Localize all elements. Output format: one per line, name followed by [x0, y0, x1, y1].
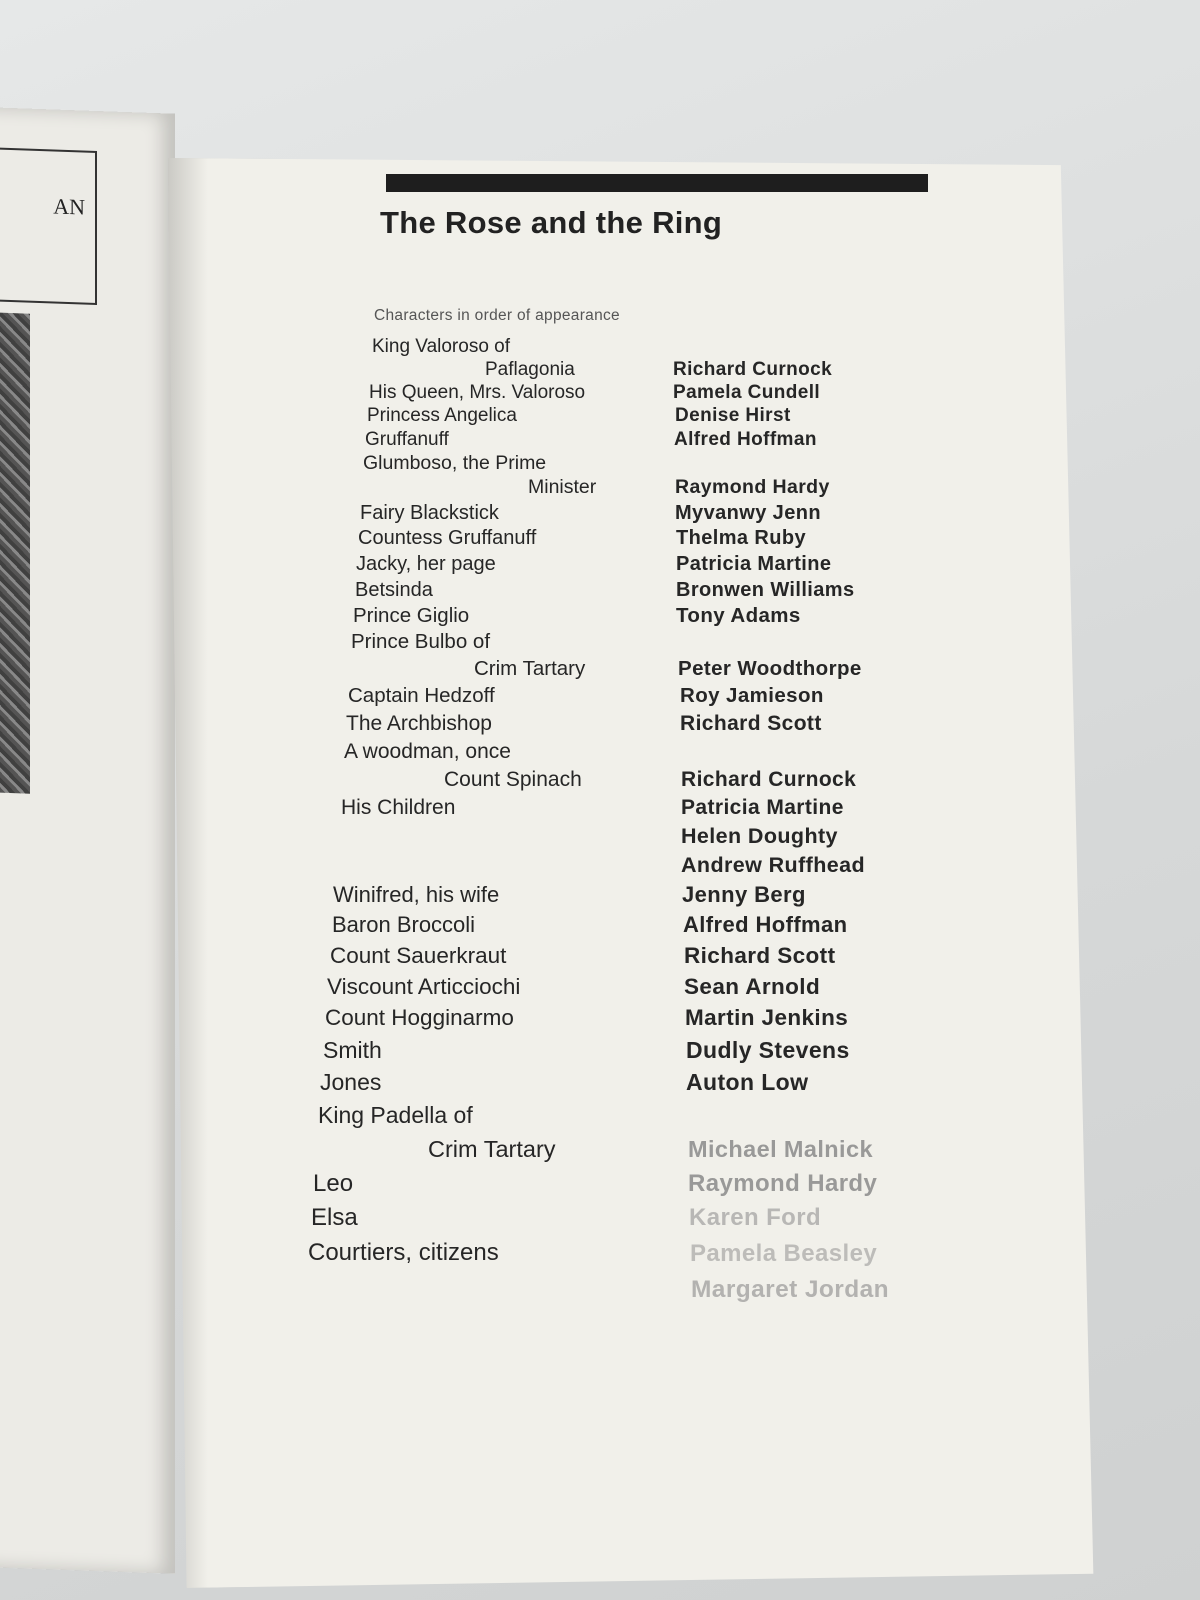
actor-name: Sean Arnold — [684, 974, 821, 999]
actor-name: Richard Curnock — [673, 359, 833, 380]
role-name: Minister — [528, 476, 597, 498]
actor-name: Karen Ford — [689, 1204, 822, 1231]
role-name: Courtiers, citizens — [308, 1239, 499, 1266]
actor-name: Tony Adams — [676, 604, 801, 627]
actor-name: Denise Hirst — [675, 405, 791, 426]
role-name: King Valoroso of — [372, 336, 511, 357]
role-name: Elsa — [311, 1204, 358, 1231]
role-name: Fairy Blackstick — [360, 502, 499, 524]
left-page — [0, 106, 175, 1574]
actor-name: Thelma Ruby — [676, 527, 806, 549]
actor-name: Bronwen Williams — [676, 579, 855, 601]
role-name: Baron Broccoli — [332, 912, 476, 937]
actor-name: Myvanwy Jenn — [675, 502, 821, 524]
role-name: Captain Hedzoff — [348, 684, 495, 707]
role-name: Winifred, his wife — [333, 882, 500, 907]
actor-name: Helen Doughty — [681, 824, 838, 848]
title-bar — [386, 174, 928, 192]
role-name: Betsinda — [355, 579, 433, 601]
role-name: Jacky, her page — [356, 553, 496, 575]
actor-name: Raymond Hardy — [688, 1170, 878, 1197]
role-name: The Archbishop — [346, 712, 492, 735]
role-name: Count Sauerkraut — [330, 943, 507, 968]
actor-name: Patricia Martine — [681, 796, 844, 819]
cast-subtitle: Characters in order of appearance — [374, 307, 620, 324]
left-frame-text: AN — [53, 193, 85, 220]
actor-name: Margaret Jordan — [691, 1276, 889, 1303]
actor-name: Pamela Beasley — [690, 1240, 878, 1267]
role-name: Princess Angelica — [367, 405, 517, 426]
actor-name: Michael Malnick — [688, 1136, 873, 1162]
role-name: His Children — [341, 796, 456, 819]
role-name: Glumboso, the Prime — [363, 452, 547, 474]
left-page-frame — [0, 148, 97, 305]
role-name: Prince Bulbo of — [351, 630, 491, 653]
role-name: Countess Gruffanuff — [358, 527, 537, 549]
actor-name: Dudly Stevens — [686, 1037, 850, 1063]
role-name: Viscount Articciochi — [327, 974, 521, 999]
role-name: His Queen, Mrs. Valoroso — [369, 382, 586, 403]
actor-name: Auton Low — [686, 1069, 809, 1095]
role-name: Prince Giglio — [353, 604, 470, 627]
actor-name: Andrew Ruffhead — [681, 853, 865, 877]
page-title: The Rose and the Ring — [380, 205, 723, 240]
role-name: Jones — [320, 1069, 382, 1095]
role-name: Paflagonia — [485, 359, 575, 380]
role-name: Gruffanuff — [365, 429, 449, 450]
role-name: Crim Tartary — [474, 657, 586, 680]
right-page — [168, 158, 1098, 1588]
actor-name: Alfred Hoffman — [674, 429, 817, 450]
actor-name: Jenny Berg — [682, 882, 806, 907]
role-name: Smith — [323, 1037, 382, 1063]
actor-name: Richard Curnock — [681, 768, 857, 791]
actor-name: Alfred Hoffman — [683, 912, 848, 937]
actor-name: Richard Scott — [680, 712, 822, 735]
role-name: Crim Tartary — [428, 1136, 556, 1162]
left-page-photo — [0, 313, 30, 794]
actor-name: Pamela Cundell — [673, 382, 821, 403]
actor-name: Richard Scott — [684, 943, 836, 968]
actor-name: Raymond Hardy — [675, 476, 830, 498]
role-name: Count Spinach — [444, 768, 582, 791]
actor-name: Roy Jamieson — [680, 684, 824, 707]
actor-name: Peter Woodthorpe — [678, 657, 862, 680]
actor-name: Patricia Martine — [676, 553, 832, 575]
role-name: A woodman, once — [344, 740, 511, 763]
actor-name: Martin Jenkins — [685, 1005, 849, 1030]
role-name: King Padella of — [318, 1102, 473, 1128]
role-name: Leo — [313, 1170, 354, 1197]
role-name: Count Hogginarmo — [325, 1005, 514, 1030]
